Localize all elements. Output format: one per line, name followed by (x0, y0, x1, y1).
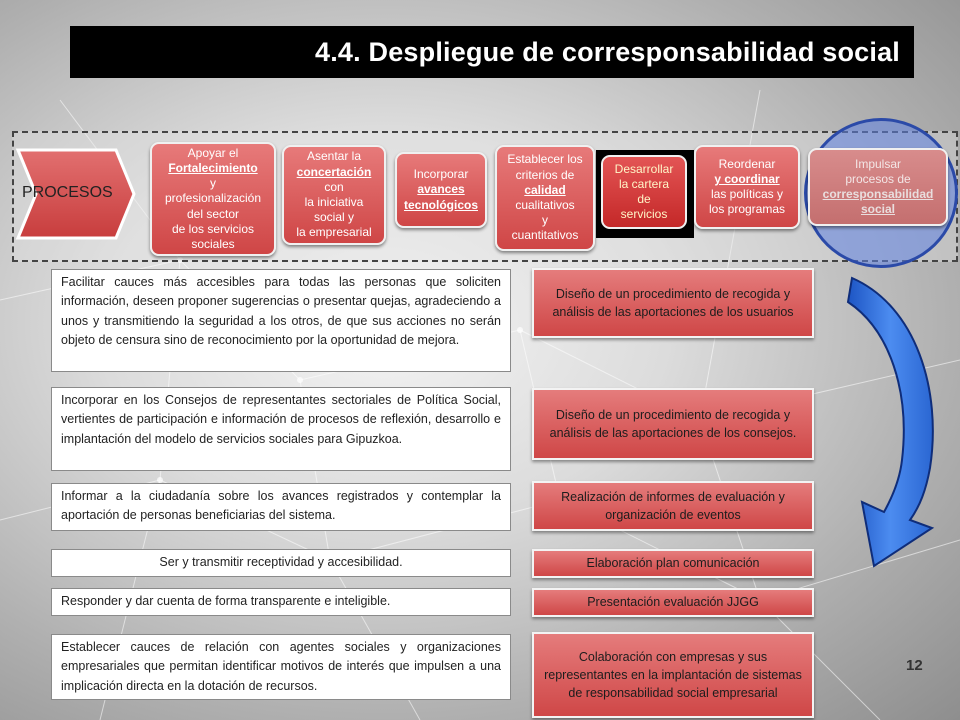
process-line: del sector (186, 206, 240, 221)
objective-text-5: Responder y dar cuenta de forma transparente e inteligible. (51, 588, 511, 616)
process-line: Asentar la (306, 149, 362, 164)
process-line: y (210, 176, 216, 191)
procesos-label: PROCESOS (22, 184, 113, 201)
process-box-avances-tecnologicos[interactable] (395, 152, 487, 228)
action-label: Colaboración con empresas y sus representantes en la implantación de sistemas de responsabilidad social empresarial (544, 649, 802, 701)
process-line: criterios de (515, 167, 575, 182)
process-box-fortalecimiento[interactable] (150, 142, 276, 256)
action-label: Realización de informes de evaluación y organización de eventos (561, 489, 785, 522)
action-box-5[interactable] (532, 588, 814, 617)
process-box-cartera-servicios[interactable] (601, 155, 687, 229)
process-line: Incorporar (413, 167, 469, 182)
process-line: y (542, 213, 548, 228)
page-title: 4.4. Despliegue de corresponsabilidad social (314, 36, 900, 67)
action-label: Diseño de un procedimiento de recogida y análisis de las aportaciones de los usuarios (552, 286, 794, 319)
process-line: calidad (524, 182, 566, 197)
curved-down-arrow-icon (838, 272, 948, 572)
process-line: cualitativos (515, 198, 575, 212)
process-line: Fortalecimiento (168, 160, 258, 175)
process-line: la empresarial (296, 225, 372, 240)
process-line: corresponsabilidad (822, 187, 934, 201)
process-line: profesionalización (164, 191, 262, 206)
process-line: cuantitativos (511, 228, 579, 243)
process-line: Establecer los (507, 152, 583, 167)
objective-text-3: Informar a la ciudadanía sobre los avances registrados y contemplar la aportación de personas beneficiarias del sistema. (51, 483, 511, 531)
process-line: los programas (708, 202, 786, 217)
process-line: servicios (620, 207, 668, 222)
action-label: Diseño de un procedimiento de recogida y análisis de las aportaciones de los consejos. (549, 407, 797, 440)
process-line: avances (417, 182, 465, 197)
objective-text-2: Incorporar en los Consejos de representantes sectoriales de Política Social, vertientes de participación e información de procesos de reflexión, desarrollo e implantación del modelo de servicios sociales para Gipuzkoa. (51, 387, 511, 471)
action-box-2[interactable] (532, 388, 814, 460)
process-line: Apoyar el (187, 145, 239, 160)
process-box-concertacion[interactable] (282, 145, 386, 245)
process-line: Impulsar (854, 156, 901, 171)
title-bar (70, 26, 914, 78)
process-line: Desarrollar (614, 161, 674, 176)
action-box-4[interactable] (532, 549, 814, 578)
process-line: concertación (296, 164, 372, 179)
process-line: Reordenar (718, 156, 776, 171)
page-number: 12 (906, 657, 923, 674)
action-box-6[interactable] (532, 632, 814, 718)
process-box-calidad[interactable] (495, 145, 595, 251)
process-line: con (324, 179, 344, 194)
process-line: social (860, 202, 896, 217)
process-line: la cartera (618, 176, 670, 191)
action-label: Presentación evaluación JJGG (587, 595, 759, 610)
process-line: de los servicios (171, 221, 255, 236)
action-box-3[interactable] (532, 481, 814, 531)
process-line: de (637, 192, 651, 206)
action-box-1[interactable] (532, 268, 814, 338)
process-line: tecnológicos (403, 197, 478, 212)
process-line: sociales (191, 237, 235, 252)
process-box-corresponsabilidad[interactable] (808, 148, 948, 226)
objective-text-6: Establecer cauces de relación con agentes sociales y organizaciones empresariales que permitan identificar motivos de interés que impulsen a una implicación directa en la dotación de recursos. (51, 634, 511, 700)
process-box-coordinar[interactable] (694, 145, 800, 229)
objective-text-1: Facilitar cauces más accesibles para todas las personas que soliciten información, deseen proponer sugerencias o presentar quejas, agradeciendo a unos y transmitiendo la seguridad a los otros, de que sus acciones no serán objeto de censura sino de reconocimiento por la oportunidad de mejora. (51, 269, 511, 372)
objective-text-4: Ser y transmitir receptividad y accesibilidad. (51, 549, 511, 577)
process-line: social y (313, 210, 354, 225)
process-line: las políticas y (710, 187, 784, 201)
action-label: Elaboración plan comunicación (586, 556, 760, 571)
process-line: procesos de (845, 171, 911, 186)
process-line: y coordinar (714, 171, 780, 186)
process-line: la iniciativa (304, 195, 364, 209)
